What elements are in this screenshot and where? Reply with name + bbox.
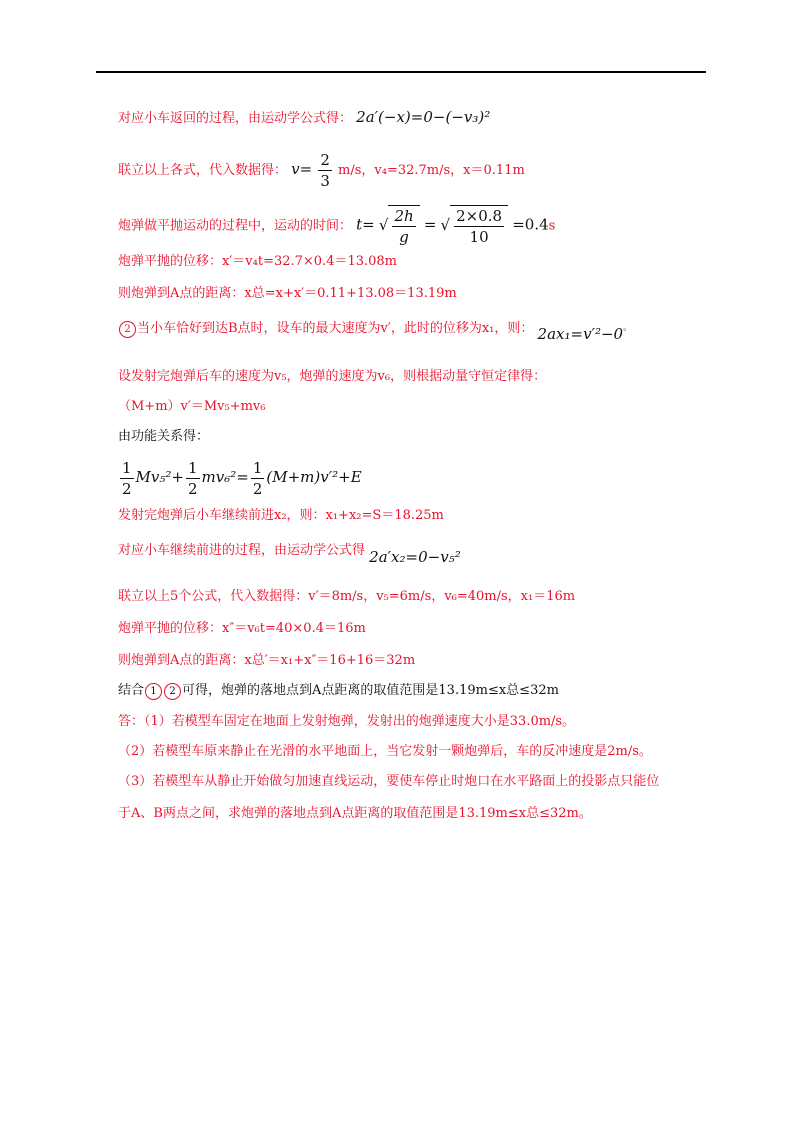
line-distance-a-2: 则炮弹到A点的距离：x总′＝x₁+x″＝16+16＝32m [118,653,416,668]
line-energy-eq: $\frac{1}{2}$ Mv₅²+ $\frac{1}{2}$ mv₆²= $\frac{1}{2}$ (M+m)v′²+E [122,459,362,498]
answer-1: 答：（1）若模型车固定在地面上发射炮弹，发射出的炮弹速度大小是33.0m/s。 [118,714,576,729]
line-five-formulas: 联立以上5个公式，代入数据得：v′＝8m/s，v₅=6m/s，v₆=40m/s，x₁＝16m [118,589,576,604]
sqrt-numeric: √ $\frac{2\times 0.8}{10}$ [441,205,509,247]
circled-1: 1 [145,683,162,700]
line-projectile-disp-2: 炮弹平抛的位移：x″＝v₆t=40×0.4＝16m [118,621,366,636]
header-rule [96,71,706,73]
answer-2: （2）若模型车原来静止在光滑的水平地面上，当它发射一颗炮弹后，车的反冲速度是2m/s。 [118,744,652,759]
circled-2: 2 [119,321,136,338]
line-energy-intro: 由功能关系得： [118,429,210,444]
eq-max-speed: 2ax₁=v′²−0 [537,325,624,343]
line-solve-v: 联立以上各式，代入数据得： v= $\frac{2}{3}$ m/s，v₄=32.7m/s，x＝0.11m [118,151,525,190]
line-fall-time: 炮弹做平抛运动的过程中，运动的时间： t= √ $\frac{2h}{g}$ = √ $\frac{2\times 0.8}{10}$ =0.4s [118,207,556,246]
eq-continue: 2a′x₂=0−v₅² [369,548,461,566]
line-momentum-intro: 设发射完炮弹后车的速度为v₅，炮弹的速度为v₆，则根据动量守恒定律得： [118,369,547,384]
line-return-process: 对应小车返回的过程，由运动学公式得： 2a′(−x)=0−(−v₃)² [118,108,491,126]
frac-two-thirds: $\frac{2}{3}$ [320,151,330,190]
line-continue: 发射完炮弹后小车继续前进x₂，则：x₁+x₂=S＝18.25m [118,508,444,523]
line-projectile-disp: 炮弹平抛的位移：x′＝v₄t=32.7×0.4＝13.08m [118,254,398,269]
line-conclusion: 结合 1 2 可得，炮弹的落地点到A点距离的取值范围是13.19m≤x总≤32m [118,683,559,698]
line-momentum-eq: （M+m）v′＝Mv₅+mv₆ [118,399,266,414]
answer-3b: 于A、B两点之间，求炮弹的落地点到A点距离的取值范围是13.19m≤x总≤32m。 [118,806,592,821]
eq-return: 2a′(−x)=0−(−v₃)² [356,108,491,126]
sqrt-2h-g: √ $\frac{2h}{g}$ [379,205,420,247]
line-continue-kinematic: 对应小车继续前进的过程，由运动学公式得 2a′x₂=0−v₅² [118,543,461,566]
line-max-speed: 2 当小车恰好到达B点时，设车的最大速度为v′，此时的位移为x₁，则： 2ax₁=v′²−0。 [118,318,632,339]
line-distance-a: 则炮弹到A点的距离：x总=x+x′＝0.11+13.08＝13.19m [118,286,457,301]
answer-3a: （3）若模型车从静止开始做匀加速直线运动，要使车停止时炮口在水平路面上的投影点只能位 [118,774,660,789]
circled-2b: 2 [164,683,181,700]
